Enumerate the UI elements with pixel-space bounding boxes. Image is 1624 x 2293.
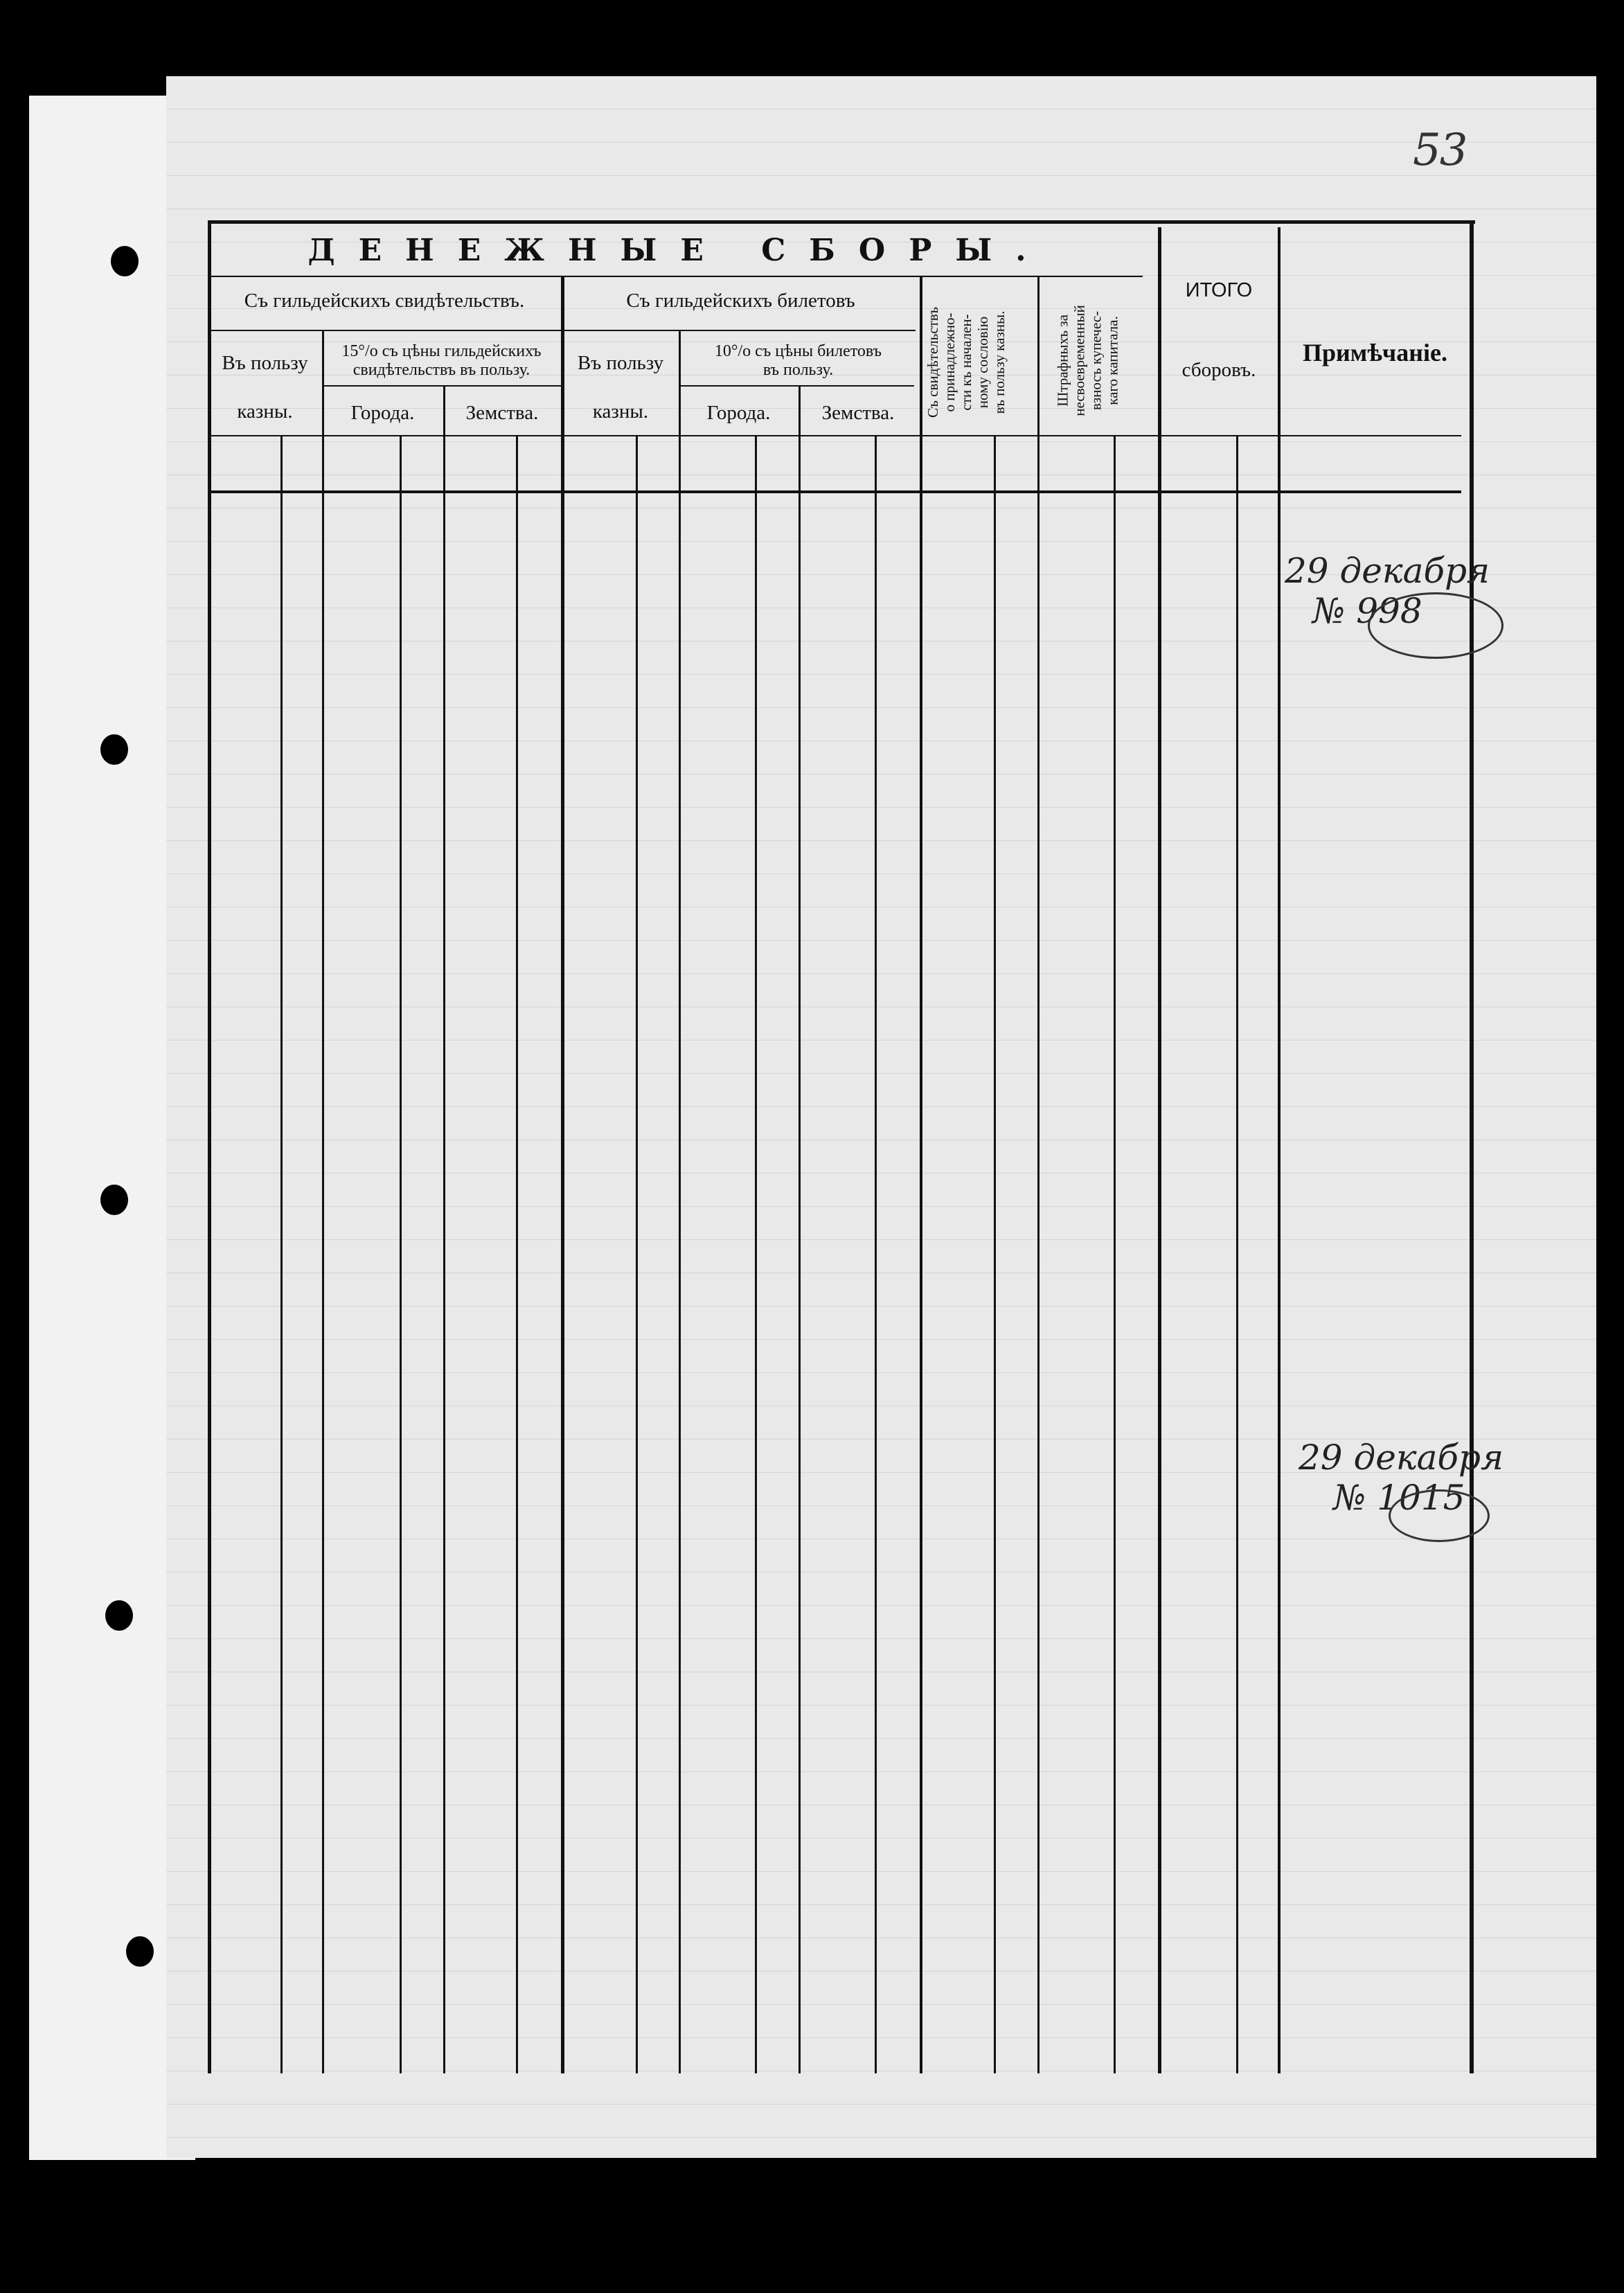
- column-rule: [400, 435, 402, 2073]
- guild-tickets-zemstvo-header: Земства.: [821, 402, 895, 424]
- estate-certificates-header-line: сти къ начален-: [958, 314, 974, 411]
- binding-hole: [111, 246, 139, 276]
- header-rule: [208, 435, 1461, 436]
- column-rule: [516, 435, 518, 2073]
- column-rule: [920, 276, 922, 2073]
- guild-certificates-percent-label: свидѣтельствъ въ пользу.: [353, 361, 530, 379]
- table-title: ДЕНЕЖНЫЕ СБОРЫ.: [307, 233, 1050, 268]
- binding-hole: [100, 1185, 128, 1215]
- guild-tickets-treasury-label: казны.: [592, 400, 649, 423]
- binding-hole: [100, 734, 128, 765]
- column-rule: [875, 435, 877, 2073]
- column-rule: [1158, 227, 1161, 2073]
- estate-certificates-header-line: ному сословію: [974, 316, 991, 409]
- page-number: 53: [1413, 125, 1467, 176]
- column-rule: [1114, 435, 1116, 2073]
- column-rule: [1037, 276, 1039, 2073]
- guild-tickets-percent-label: 10°/о съ цѣны билетовъ: [714, 342, 882, 360]
- late-payment-fines-header-line: каго капитала.: [1104, 316, 1121, 405]
- binding-hole: [105, 1600, 133, 1631]
- late-payment-fines-header-line: взносъ купечес-: [1087, 310, 1105, 411]
- note-date: 29 декабря: [1299, 1437, 1504, 1478]
- column-rule: [679, 331, 681, 2073]
- late-payment-fines-header: [1055, 281, 1127, 441]
- total-header: сборовъ.: [1181, 359, 1256, 381]
- note-number: № 1015: [1333, 1478, 1465, 1518]
- header-rule: [679, 385, 914, 387]
- guild-tickets-percent-label: въ пользу.: [762, 361, 834, 379]
- guild-tickets-city-header: Города.: [706, 402, 771, 424]
- remarks-header: Примѣчаніе.: [1303, 339, 1447, 366]
- column-rule: [1236, 435, 1238, 2073]
- column-rule: [755, 435, 757, 2073]
- note-oval: [1368, 592, 1503, 659]
- header-bottom-rule: [208, 490, 1461, 493]
- estate-certificates-header-line: въ пользу казны.: [991, 310, 1008, 414]
- column-rule: [561, 276, 564, 2073]
- column-rule: [208, 220, 211, 2073]
- header-rule: [562, 330, 916, 331]
- guild-certificates-treasury-label: казны.: [237, 400, 293, 423]
- guild-tickets-header: Съ гильдейскихъ билетовъ: [626, 290, 855, 312]
- guild-certificates-city-header: Города.: [350, 402, 415, 424]
- guild-certificates-header: Съ гильдейскихъ свидѣтельствъ.: [244, 290, 525, 312]
- header-rule: [208, 276, 1143, 277]
- guild-certificates-treasury-label: Въ пользу: [222, 352, 308, 374]
- column-rule: [798, 385, 801, 2073]
- column-rule: [280, 435, 283, 2073]
- estate-certificates-header-line: о принадлежно-: [941, 312, 958, 412]
- column-rule: [1278, 227, 1281, 2073]
- note-number: № 998: [1312, 591, 1422, 631]
- money-collections-table: [208, 220, 1475, 2073]
- late-payment-fines-header-line: Штрафныхъ за: [1054, 315, 1071, 407]
- table-top-rule: [208, 220, 1475, 224]
- header-rule: [208, 330, 562, 331]
- guild-certificates-zemstvo-header: Земства.: [465, 402, 539, 424]
- guild-certificates-percent-label: 15°/о съ цѣны гильдейскихъ: [341, 342, 542, 360]
- total-header: ИТОГО: [1185, 279, 1253, 301]
- column-rule: [443, 385, 445, 2073]
- header-rule: [322, 385, 561, 387]
- note-date: 29 декабря: [1285, 551, 1490, 591]
- guild-tickets-treasury-label: Въ пользу: [577, 352, 664, 374]
- estate-certificates-header: [925, 283, 1015, 442]
- note-oval: [1389, 1489, 1490, 1542]
- column-rule: [994, 435, 996, 2073]
- late-payment-fines-header-line: несвоевременный: [1071, 305, 1088, 416]
- column-rule: [322, 331, 324, 2073]
- column-rule: [636, 435, 638, 2073]
- estate-certificates-header-line: Съ свидѣтельствъ: [925, 307, 941, 418]
- binding-hole: [126, 1936, 154, 1967]
- table-right-rule: [1470, 220, 1474, 2073]
